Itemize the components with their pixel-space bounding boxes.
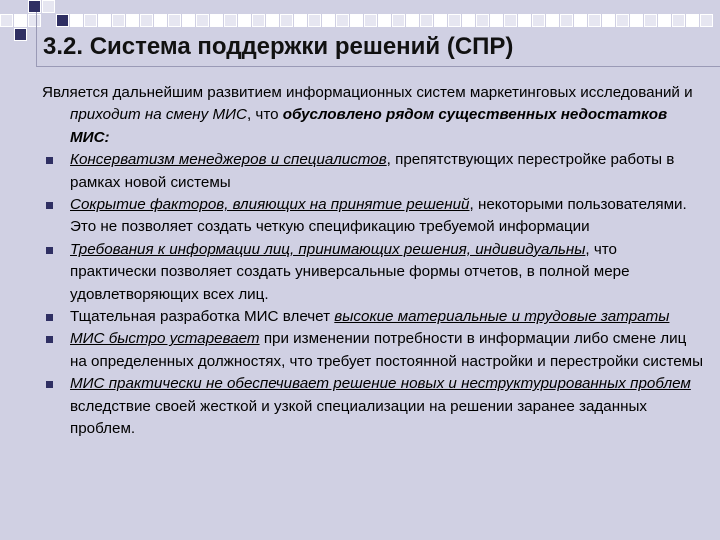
square-shape (462, 14, 475, 27)
square-shape (70, 14, 83, 27)
square-shape (84, 14, 97, 27)
square-shape (378, 14, 391, 27)
square-shape (322, 14, 335, 27)
item-emphasis: МИС быстро устаревает (70, 330, 260, 348)
list-item (42, 328, 707, 373)
title-divider (36, 66, 720, 67)
square-shape (448, 14, 461, 27)
item-emphasis: Сокрытие факторов, влияющих на принятие решений (70, 196, 470, 214)
square-shape (266, 14, 279, 27)
list-item (42, 373, 707, 440)
intro-text: Является дальнейшим развитием информационных систем маркетинговых исследований и (42, 84, 693, 101)
square-shape (686, 14, 699, 27)
intro-bold-italic: обусловлено рядом существенных недостатков МИС: (70, 106, 668, 146)
square-shape (658, 14, 671, 27)
square-shape (532, 14, 545, 27)
square-shape (350, 14, 363, 27)
list-item (42, 149, 707, 194)
bullet-icon (46, 314, 53, 321)
intro-italic: приходит на смену МИС (70, 106, 247, 124)
list-item (42, 306, 707, 328)
item-emphasis: МИС практически не обеспечивает решение новых и неструктурированных проблем (70, 375, 691, 393)
square-shape (672, 14, 685, 27)
square-shape (434, 14, 447, 27)
square-shape (196, 14, 209, 27)
square-shape (392, 14, 405, 27)
bullet-icon (46, 202, 53, 209)
square-shape (280, 14, 293, 27)
item-text: при изменении потребности в информации либо смене лиц на определенных должностях, что требует постоянной настройки и перестройки системы (70, 330, 704, 370)
square-shape (154, 14, 167, 27)
square-shape (56, 14, 69, 27)
bullet-icon (46, 336, 53, 343)
square-shape (518, 14, 531, 27)
square-shape (546, 14, 559, 27)
bullet-icon (46, 381, 53, 388)
square-shape (700, 14, 713, 27)
square-shape (308, 14, 321, 27)
square-shape (182, 14, 195, 27)
item-text: , некоторыми пользователями. Это не позволяет создать четкую спецификацию требуемой информации (70, 196, 687, 236)
square-shape (252, 14, 265, 27)
item-text: , что практически позволяет создать универсальные формы отчетов, в полной мере удовлетворяющих всех лиц. (70, 240, 630, 303)
item-text: вследствие своей жесткой и узкой специализации на решении заранее заданных проблем. (70, 397, 648, 438)
item-text: , препятствующих перестройке работы в рамках новой системы (70, 151, 675, 191)
item-emphasis: высокие материальные и трудовые затраты (334, 308, 670, 326)
title-vertical-rule (36, 12, 37, 67)
square-shape (210, 14, 223, 27)
item-emphasis: Требования к информации лиц, принимающих решения, индивидуальны (70, 240, 586, 258)
square-shape (420, 14, 433, 27)
square-shape (476, 14, 489, 27)
square-shape (588, 14, 601, 27)
list-item (42, 239, 707, 306)
square-shape (560, 14, 573, 27)
item-text: Тщательная разработка МИС влечет (70, 308, 335, 326)
square-shape (364, 14, 377, 27)
square-shape (28, 14, 41, 27)
square-shape (98, 14, 111, 27)
square-shape (14, 28, 27, 41)
square-shape (14, 14, 27, 27)
square-shape (336, 14, 349, 27)
square-shape (112, 14, 125, 27)
list-item (42, 194, 707, 239)
square-shape (574, 14, 587, 27)
square-shape (224, 14, 237, 27)
square-shape (490, 14, 503, 27)
square-shape (28, 0, 41, 13)
intro-text: , что (246, 106, 283, 124)
square-shape (602, 14, 615, 27)
item-emphasis: Консерватизм менеджеров и специалистов (70, 151, 387, 169)
square-shape (644, 14, 657, 27)
bullet-icon (46, 247, 53, 254)
slide-title: 3.2. Система поддержки решений (СПР) (43, 33, 514, 60)
square-shape (42, 0, 55, 13)
square-shape (504, 14, 517, 27)
slide-body (42, 82, 707, 441)
square-shape (616, 14, 629, 27)
square-shape (406, 14, 419, 27)
square-shape (630, 14, 643, 27)
square-shape (238, 14, 251, 27)
square-shape (294, 14, 307, 27)
square-shape (140, 14, 153, 27)
intro-paragraph (42, 82, 707, 149)
square-shape (126, 14, 139, 27)
square-shape (168, 14, 181, 27)
square-shape (0, 14, 13, 27)
bullet-icon (46, 157, 53, 164)
